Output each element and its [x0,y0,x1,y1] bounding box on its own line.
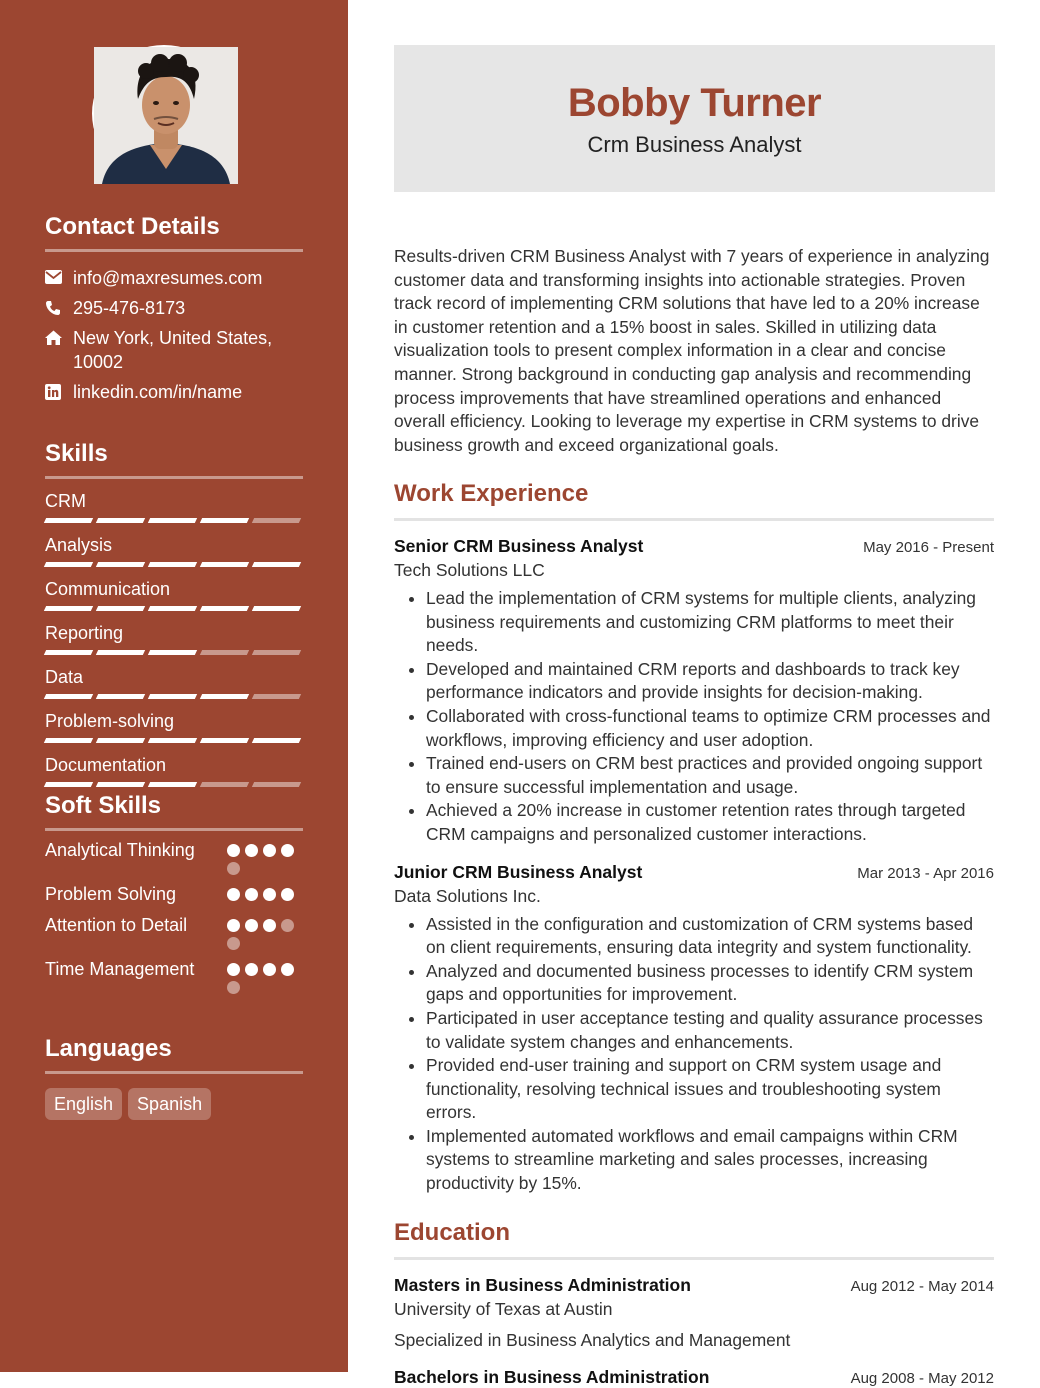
skill-level-bar [45,694,303,699]
skill-level-segment [148,606,197,611]
skill-item [45,666,303,699]
rating-dot [245,844,258,857]
job-title: Senior CRM Business Analyst [394,536,644,556]
work-title: Work Experience [394,480,994,521]
skill-level-segment [96,782,145,787]
skill-level-segment [200,694,249,699]
soft-skill-item [45,839,303,875]
contact-linkedin-text: linkedin.com/in/name [73,382,243,402]
soft-skill-item [45,958,303,994]
contact-phone-text: 295-476-8173 [73,298,186,318]
skill-level-bar [45,606,303,611]
rating-dot [263,844,276,857]
job-company: Tech Solutions LLC [394,560,545,580]
education-entry [394,1367,994,1388]
rating-dot [227,981,240,994]
soft-skill-name: Attention to Detail [45,915,188,935]
job-bullet: • Participated in user acceptance testing and quality assurance processes to validate system changes and enhancements. [426,1007,994,1054]
soft-skill-rating [227,914,303,950]
profile-photo-illustration [94,47,238,184]
soft-skill-rating [227,958,303,994]
soft-skill-item [45,883,303,906]
contact-address [45,326,303,374]
skill-item [45,710,303,743]
sidebar [0,0,348,1372]
school-name: University of Texas at Austin [394,1299,613,1319]
language-chip: Spanish [128,1088,211,1120]
degree-dates: Aug 2012 - May 2014 [850,1278,994,1295]
skill-name: Communication [45,579,171,599]
job-title: Junior CRM Business Analyst [394,861,643,882]
soft-skill-name: Problem Solving [45,884,177,904]
degree-title: Masters in Business Administration [394,1275,691,1295]
skill-level-segment [148,738,197,743]
soft-skills-list [45,839,303,994]
skill-level-segment [148,518,197,523]
skill-name: Reporting [45,623,124,643]
job-bullet: • Lead the implementation of CRM systems for multiple clients, analyzing business requirements and customizing CRM platforms to meet their needs. [426,587,994,658]
envelope-icon [45,266,73,284]
rating-dot [227,919,240,932]
job-bullet: • Implemented automated workflows and email campaigns within CRM systems to streamline marketing and sales processes, increasing productivity by 15%. [426,1125,994,1196]
job-bullet: • Assisted in the configuration and customization of CRM systems based on client requirements, ensuring data integrity and system functionality. [426,913,994,960]
soft-skill-name: Analytical Thinking [45,840,195,860]
skill-level-segment [200,738,249,743]
rating-dot [227,937,240,950]
job-bullet: • Developed and maintained CRM reports and dashboards to track key performance indicators and provide insights for decision-making. [426,658,994,705]
skill-level-segment [44,738,93,743]
skill-level-bar [45,518,303,523]
skill-level-segment [200,518,249,523]
skill-level-segment [96,738,145,743]
education-section [394,1219,994,1388]
skill-level-bar [45,738,303,743]
skill-level-segment [44,782,93,787]
job-entry [394,862,994,1196]
contact-email-text: info@maxresumes.com [73,268,263,288]
skill-name: Documentation [45,755,167,775]
soft-skill-name: Time Management [45,959,195,979]
job-bullet: • Trained end-users on CRM best practices and provided ongoing support to ensure successful implementation and usage. [426,752,994,799]
languages-section [45,1035,303,1120]
rating-dot [263,963,276,976]
degree-dates: Aug 2008 - May 2012 [850,1370,994,1387]
job-bullet: • Provided end-user training and support on CRM system usage and functionality, resolving technical issues and troubleshooting system errors. [426,1054,994,1125]
rating-dot [245,888,258,901]
rating-dot [281,919,294,932]
rating-dot [263,919,276,932]
skill-level-segment [252,518,301,523]
skill-level-segment [252,738,301,743]
skill-level-segment [200,650,249,655]
education-entry [394,1275,994,1351]
skill-level-segment [200,782,249,787]
skill-level-bar [45,562,303,567]
skill-level-segment [148,782,197,787]
rating-dot [281,888,294,901]
job-bullet: • Achieved a 20% increase in customer retention rates through targeted CRM campaigns and personalized customer interactions. [426,799,994,846]
skills-list [45,490,303,787]
job-bullets [394,587,994,847]
skill-level-segment [96,606,145,611]
contact-address-text: New York, United States, 10002 [73,328,273,372]
avatar [92,45,236,182]
skills-section [45,440,303,787]
contact-title: Contact Details [45,213,303,252]
rating-dot [227,862,240,875]
skill-level-segment [148,562,197,567]
rating-dot [263,888,276,901]
rating-dot [227,963,240,976]
skill-item [45,490,303,523]
skill-level-segment [44,606,93,611]
skill-level-bar [45,782,303,787]
rating-dot [227,888,240,901]
skill-level-segment [200,606,249,611]
soft-skill-rating [227,883,303,906]
rating-dot [245,963,258,976]
soft-skill-item [45,914,303,950]
rating-dot [227,844,240,857]
job-company: Data Solutions Inc. [394,885,541,906]
rating-dot [281,963,294,976]
job-bullets [394,913,994,1196]
job-entry [394,536,994,847]
skill-level-segment [96,518,145,523]
skill-level-segment [252,694,301,699]
job-dates: Mar 2013 - Apr 2016 [857,864,994,882]
skill-level-segment [252,606,301,611]
contact-linkedin[interactable] [45,380,303,404]
home-icon [45,326,73,345]
candidate-role: Crm Business Analyst [587,132,802,157]
skill-level-segment [252,650,301,655]
skill-level-segment [96,694,145,699]
candidate-name: Bobby Turner [567,81,822,125]
rating-dot [281,844,294,857]
contact-email[interactable] [45,266,303,290]
skill-item [45,534,303,567]
skill-item [45,622,303,655]
skill-level-segment [96,650,145,655]
soft-skill-rating [227,839,303,875]
job-bullet: • Collaborated with cross-functional teams to optimize CRM processes and workflows, improving efficiency and user adoption. [426,705,994,752]
skill-level-bar [45,650,303,655]
work-section [394,480,994,1196]
skill-level-segment [44,518,93,523]
skill-item [45,754,303,787]
skills-title: Skills [45,440,303,479]
skill-level-segment [96,562,145,567]
skill-level-segment [148,650,197,655]
summary-section [394,245,994,457]
skill-level-segment [44,562,93,567]
skill-item [45,578,303,611]
soft-skills-title: Soft Skills [45,792,303,831]
skill-level-segment [200,562,249,567]
phone-icon [45,296,73,316]
skill-level-segment [252,562,301,567]
degree-description: Specialized in Business Analytics and Management [394,1330,791,1350]
contact-phone[interactable] [45,296,303,320]
skill-level-segment [44,694,93,699]
skill-name: Problem-solving [45,711,175,731]
summary-text: Results-driven CRM Business Analyst with 7 years of experience in analyzing customer data and transforming insights into actionable strategies. Proven track record of implementing CRM solutions that have led to a 20% increase in customer retention and a 15% boost in sales. Skilled in utilizing data visualization tools to present complex information in a clear and concise manner. Strong background in conducting gap analysis and recommending process improvements that have streamlined operations and enhanced overall efficiency. Looking to leverage my expertise in CRM systems to drive business growth and exceed organizational goals. [394,246,990,455]
skill-level-segment [44,650,93,655]
skill-name: Analysis [45,535,113,555]
soft-skills-section [45,792,303,994]
skill-level-segment [252,782,301,787]
contact-section [45,213,303,404]
languages-title: Languages [45,1035,303,1074]
education-title: Education [394,1219,994,1260]
job-bullet: • Analyzed and documented business processes to identify CRM system gaps and opportunities for improvement. [426,960,994,1007]
resume-header [394,45,995,192]
job-dates: May 2016 - Present [863,539,994,556]
language-chip: English [45,1088,122,1120]
degree-title: Bachelors in Business Administration [394,1367,710,1387]
linkedin-icon [45,380,73,400]
skill-name: Data [45,667,84,687]
skill-level-segment [148,694,197,699]
languages-list [45,1088,303,1120]
skill-name: CRM [45,491,86,511]
rating-dot [245,919,258,932]
